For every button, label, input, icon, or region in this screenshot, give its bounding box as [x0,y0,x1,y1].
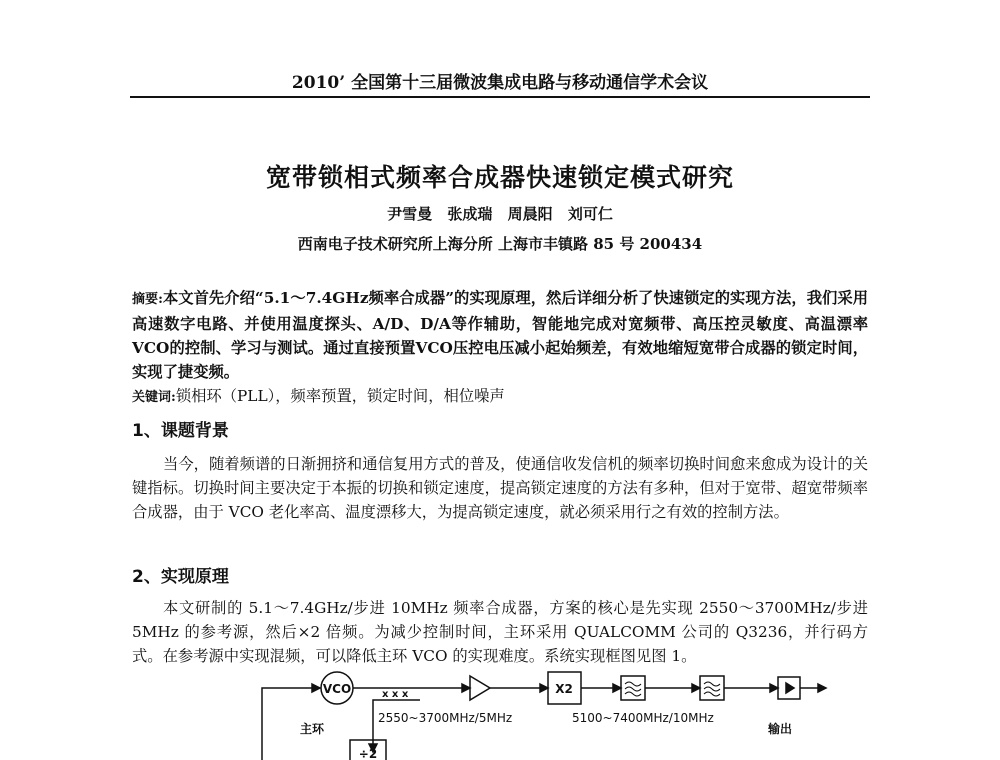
keywords-text: 锁相环（PLL），频率预置，锁定时间，相位噪声 [175,387,505,405]
keywords-label: 关键词: [132,390,176,405]
arrow-icon [613,684,621,692]
doubler-label: X2 [555,682,573,696]
conference-header: 2010’ 全国第十三届微波集成电路与移动通信学术会议 [291,73,709,93]
main-loop-label: 主环 [300,722,325,736]
output-label: 输出 [768,722,793,736]
abstract-label: 摘要: [132,292,163,307]
ref-band-label: 2550~3700MHz/5MHz [378,711,513,725]
paper-title: 宽带锁相式频率合成器快速锁定模式研究 [265,163,734,192]
arrow-icon [818,684,826,692]
arrow-icon [692,684,700,692]
filter-icon [621,676,645,700]
affiliation: 西南电子技术研究所上海分所 上海市丰镇路 85 号 200434 [297,235,703,253]
authors: 尹雪曼 张成瑞 周晨阳 刘可仁 [387,205,613,223]
arrow-icon [462,684,470,692]
arrow-icon [312,684,320,692]
divider-label: ÷2 [358,747,378,760]
coupler-marks: x x x [382,689,409,700]
out-band-label: 5100~7400MHz/10MHz [572,711,714,725]
amplifier-symbol [470,676,490,700]
abstract-text: 本文首先介绍“5.1～7.4GHz频率合成器”的实现原理，然后详细分析了快速锁定的实现方法，我们采用高速数字电路、并使用温度探头、A/D、D/A等作辅助，智能地完成对宽频带、高压控灵敏度、高温漂率VCO的控制、学习与测试。通过直接预置VCO压控电压减小起始频差，有效地缩短宽带合成器的锁定时间，实现了捷变频。 [132,289,868,381]
section-heading: 2、实现原理 [132,567,229,587]
section-heading: 1、课题背景 [132,421,229,441]
arrow-icon [540,684,548,692]
vco-label: VCO [322,682,352,696]
section-paragraph: 当今，随着频谱的日渐拥挤和通信复用方式的普及，使通信收发信机的频率切换时间愈来愈成为设计的关键指标。切换时间主要决定于本振的切换和锁定速度，提高锁定速度的方法有多种，但对于宽带、超宽带频率合成器，由于 VCO 老化率高、温度漂移大，为提高锁定速度，就必须采用行之有效的控制方法。 [132,455,868,521]
section-paragraph: 本文研制的 5.1～7.4GHz/步进 10MHz 频率合成器，方案的核心是先实现 2550～3700MHz/步进 5MHz 的参考源，然后×2 倍频。为减少控制时间，主环采用 QUALCOMM 公司的 Q3236，并行码方式。在参考源中实现混频，可以降低主环 VCO 的实现难度。系统实现框图见图 1。 [132,599,868,665]
arrow-icon [770,684,778,692]
filter-icon [700,676,724,700]
